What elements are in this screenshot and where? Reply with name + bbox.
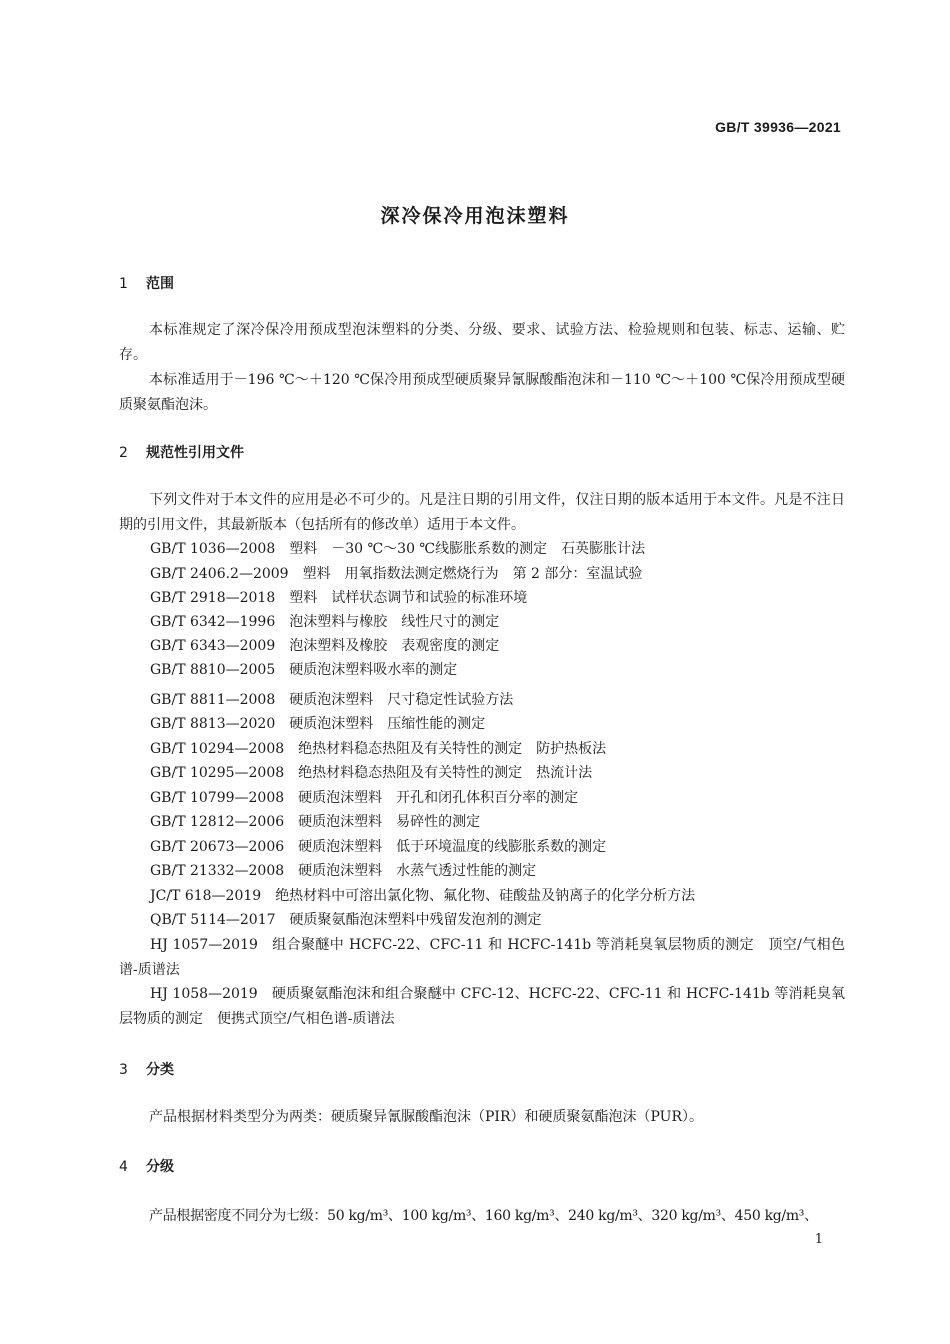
reference-item [150,610,499,634]
reference-code: JC/T 618—2019 [150,888,262,904]
section-title: 分级 [146,1159,174,1175]
section-4-heading [119,1156,174,1176]
reference-item [119,982,845,1031]
reference-title: 硬质聚氨酯泡沫和组合聚醚中 CFC-12、HCFC-22、CFC-11 和 HCFC-141b 等消耗臭氧层物质的测定 便携式顶空/气相色谱-质谱法 [119,986,845,1027]
grading-paragraph: 产品根据密度不同分为七级：50 kg/m³、100 kg/m³、160 kg/m³、240 kg/m³、320 kg/m³、450 kg/m³、 [149,1208,818,1224]
reference-title: 硬质泡沫塑料 尺寸稳定性试验方法 [289,692,514,708]
reference-code: GB/T 8810—2005 [150,662,276,678]
reference-item [150,712,485,736]
page-number: 1 [814,1232,823,1247]
reference-code: GB/T 1036—2008 [150,541,276,557]
reference-code: GB/T 20673—2006 [150,839,285,855]
section-number: 1 [119,276,128,292]
reference-item [150,562,642,586]
scope-paragraph-1: 本标准规定了深冷保冷用预成型泡沫塑料的分类、分级、要求、试验方法、检验规则和包装、标志、运输、贮存。 [119,322,845,363]
document-title: 深冷保冷用泡沫塑料 [380,205,570,227]
reference-code: GB/T 10799—2008 [150,790,285,806]
reference-title: 绝热材料稳态热阻及有关特性的测定 防护热板法 [298,741,607,757]
section-3-heading [119,1059,174,1079]
reference-title: 硬质泡沫塑料 压缩性能的测定 [289,716,486,732]
reference-title: 绝热材料稳态热阻及有关特性的测定 热流计法 [298,765,593,781]
reference-code: GB/T 10295—2008 [150,765,285,781]
reference-item [150,634,499,658]
references-intro: 下列文件对于本文件的应用是必不可少的。凡是注日期的引用文件，仅注日期的版本适用于本文件。凡是不注日期的引用文件，其最新版本（包括所有的修改单）适用于本文件。 [119,492,845,533]
section-title: 范围 [146,276,174,292]
reference-title: 硬质泡沫塑料 易碎性的测定 [298,814,481,830]
reference-item [150,688,513,712]
reference-code: GB/T 2918—2018 [150,590,276,606]
reference-code: GB/T 6342—1996 [150,614,276,630]
reference-title: 泡沫塑料与橡胶 线性尺寸的测定 [289,614,500,630]
reference-title: 塑料 －30 ℃～30 ℃线膨胀系数的测定 石英膨胀计法 [289,541,646,557]
reference-item [150,737,606,761]
section-number: 2 [119,445,128,461]
reference-title: 硬质泡沫塑料 低于环境温度的线膨胀系数的测定 [298,839,607,855]
reference-title: 泡沫塑料及橡胶 表观密度的测定 [289,638,500,654]
reference-code: GB/T 21332—2008 [150,863,285,879]
reference-item [150,810,480,834]
reference-item [150,537,645,561]
reference-code: GB/T 10294—2008 [150,741,285,757]
reference-item [150,884,695,908]
reference-item [119,933,845,982]
reference-item [150,786,578,810]
section-2-heading [119,442,244,462]
section-number: 3 [119,1062,128,1078]
reference-code: GB/T 6343—2009 [150,638,276,654]
reference-title: 硬质泡沫塑料吸水率的测定 [289,662,458,678]
reference-code: HJ 1058—2019 [150,986,258,1002]
reference-code: GB/T 2406.2—2009 [150,566,289,582]
reference-title: 组合聚醚中 HCFC-22、CFC-11 和 HCFC-141b 等消耗臭氧层物质的测定 顶空/气相色谱-质谱法 [119,937,845,978]
standard-code: GB/T 39936—2021 [715,119,841,135]
reference-code: GB/T 8811—2008 [150,692,276,708]
reference-item [150,908,542,932]
reference-item [150,658,457,682]
reference-item [150,586,527,610]
reference-title: 塑料 试样状态调节和试验的标准环境 [289,590,528,606]
reference-title: 塑料 用氧指数法测定燃烧行为 第 2 部分：室温试验 [302,566,643,582]
reference-title: 硬质泡沫塑料 开孔和闭孔体积百分率的测定 [298,790,579,806]
reference-title: 绝热材料中可溶出氯化物、氟化物、硅酸盐及钠离子的化学分析方法 [275,888,696,904]
section-number: 4 [119,1159,128,1175]
scope-paragraph-2: 本标准适用于－196 ℃～＋120 ℃保冷用预成型硬质聚异氰脲酸酯泡沫和－110 ℃～＋100 ℃保冷用预成型硬质聚氨酯泡沫。 [119,372,845,413]
reference-code: QB/T 5114—2017 [150,912,276,928]
reference-item [150,835,606,859]
reference-code: HJ 1057—2019 [150,937,258,953]
section-title: 分类 [146,1062,174,1078]
classification-paragraph: 产品根据材料类型分为两类：硬质聚异氰脲酸酯泡沫（PIR）和硬质聚氨酯泡沫（PUR）。 [149,1109,704,1125]
reference-code: GB/T 8813—2020 [150,716,276,732]
section-title: 规范性引用文件 [146,445,244,461]
reference-title: 硬质聚氨酯泡沫塑料中残留发泡剂的测定 [289,912,542,928]
reference-item [150,761,592,785]
reference-title: 硬质泡沫塑料 水蒸气透过性能的测定 [298,863,537,879]
section-1-heading [119,273,174,293]
reference-code: GB/T 12812—2006 [150,814,285,830]
reference-item [150,859,536,883]
